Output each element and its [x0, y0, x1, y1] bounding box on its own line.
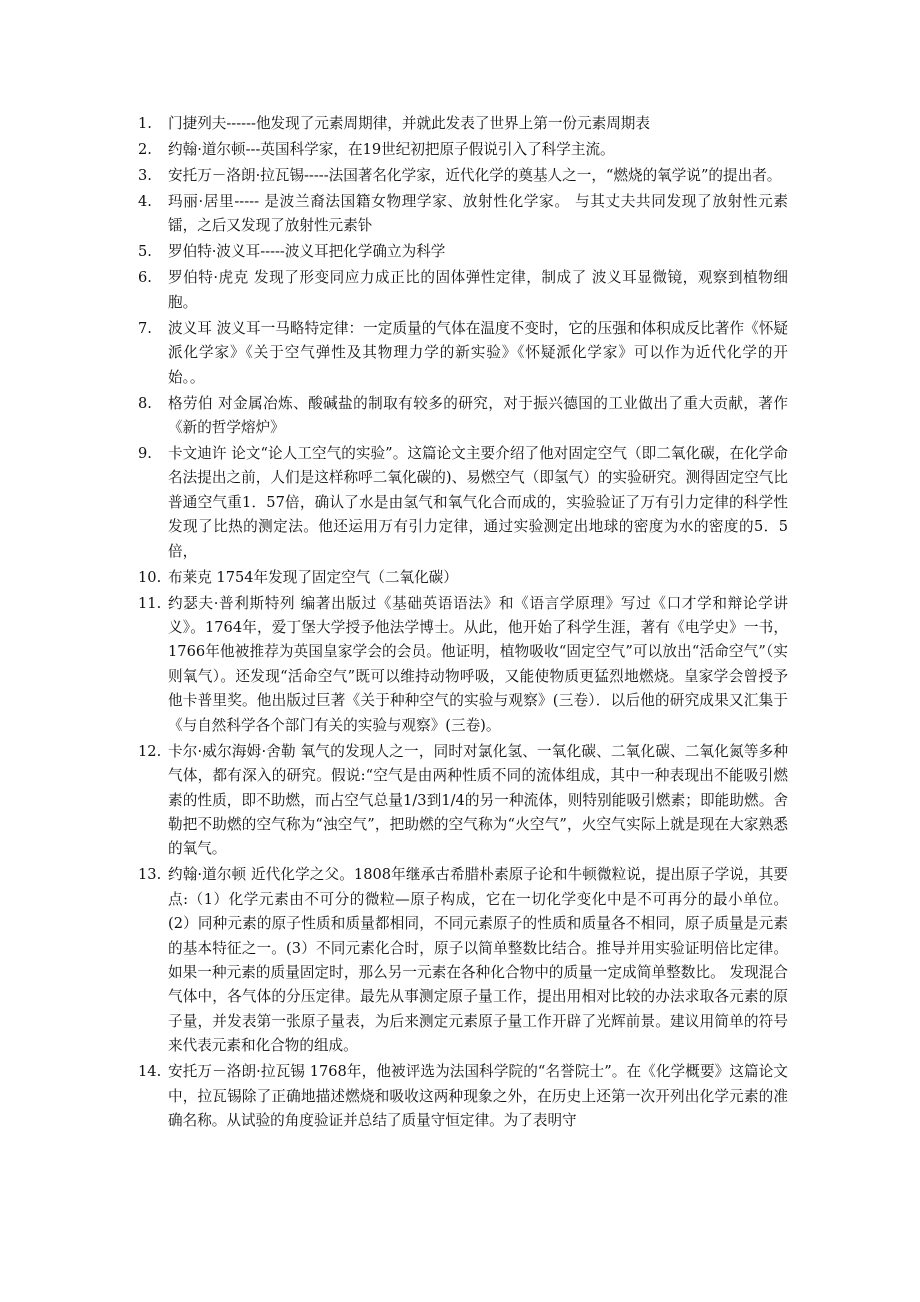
list-item	[138, 317, 788, 390]
item-text: 约瑟夫·普利斯特列 编著出版过《基础英语语法》和《语言学原理》写过《口才学和辩论学讲义》。1764年，爱丁堡大学授予他法学博士。从此，他开始了科学生涯，著有《电学史》一书，1766年他被推荐为英国皇家学会的会员。他证明，植物吸收“固定空气”可以放出“活命空气”（实则氧气）。还发现“活命空气”既可以维持动物呼吸，又能使物质更猛烈地燃烧。皇家学会曾授予他卡普里奖。他出版过巨著《关于种种空气的实验与观察》(三卷）．以后他的研究成果又汇集于《与自然科学各个部门有关的实验与观察》(三卷)。	[168, 594, 788, 734]
list-item	[138, 392, 788, 441]
item-number: 6.	[138, 269, 152, 287]
list-item	[138, 190, 788, 239]
list-item	[138, 740, 788, 862]
list-item	[138, 863, 788, 1058]
list-item	[138, 1060, 788, 1133]
item-text: 格劳伯 对金属冶炼、酸碱盐的制取有较多的研究，对于振兴德国的工业做出了重大贡献，著作《新的哲学熔炉》	[168, 394, 788, 437]
item-number: 7.	[138, 319, 152, 337]
list-item	[138, 138, 788, 162]
item-number: 4.	[138, 193, 152, 210]
item-text: 门捷列夫------他发现了元素周期律，并就此发表了世界上第一份元素周期表	[168, 115, 650, 132]
list-item	[138, 112, 788, 136]
item-number: 3.	[138, 167, 152, 184]
item-number: 2.	[138, 141, 152, 158]
list-item	[138, 164, 788, 188]
item-number: 8.	[138, 394, 152, 412]
item-text: 卡尔·威尔海姆·舍勒 氧气的发现人之一，同时对氯化氢、一氧化碳、二氧化碳、二氧化氮等多种气体，都有深入的研究。假说:“空气是由两种性质不同的流体组成，其中一种表现出不能吸引燃素的性质，即不助燃，而占空气总量1/3到1/4的另一种流体，则特别能吸引燃素；即能助燃。舍勒把不助燃的空气称为“浊空气”，把助燃的空气称为“火空气”，火空气实际上就是现在大家熟悉的氧气。	[168, 742, 788, 858]
list-item	[138, 266, 788, 315]
item-text: 安托万－洛朗·拉瓦锡 1768年，他被评选为法国科学院的“名誉院士”。在《化学概要》这篇论文中，拉瓦锡除了正确地描述燃烧和吸收这两种现象之外，在历史上还第一次开列出化学元素的准确名称。从试验的角度验证并总结了质量守恒定律。为了表明守	[168, 1063, 788, 1129]
item-number: 13.	[138, 866, 162, 884]
item-number: 11.	[138, 594, 162, 612]
item-text: 布莱克 1754年发现了固定空气（二氧化碳）	[168, 568, 458, 586]
item-number: 5.	[138, 243, 152, 261]
list-item	[138, 566, 788, 590]
item-number: 12.	[138, 742, 162, 760]
list-item	[138, 442, 788, 564]
list-item	[138, 240, 788, 264]
item-text: 罗伯特·虎克 发现了形变同应力成正比的固体弹性定律，制成了 波义耳显微镜，观察到植物细胞。	[168, 269, 788, 311]
item-text: 玛丽·居里----- 是波兰裔法国籍女物理学家、放射性化学家。 与其丈夫共同发现了放射性元素镭，之后又发现了放射性元素钋	[168, 193, 788, 235]
item-text: 约翰·道尔顿---英国科学家，在19世纪初把原子假说引入了科学主流。	[168, 141, 615, 158]
item-text: 波义耳 波义耳一马略特定律：一定质量的气体在温度不变时，它的压强和体积成反比著作《怀疑派化学家》《关于空气弹性及其物理力学的新实验》《怀疑派化学家》可以作为近代化学的开始。。	[168, 319, 788, 386]
item-number: 1.	[138, 115, 152, 132]
item-text: 约翰·道尔顿 近代化学之父。1808年继承古希腊朴素原子论和牛顿微粒说，提出原子学说，其要点:（1）化学元素由不可分的微粒—原子构成，它在一切化学变化中是不可再分的最小单位。(2）同种元素的原子性质和质量都相同，不同元素原子的性质和质量各不相同，原子质量是元素的基本特征之一。(3）不同元素化合时，原子以简单整数比结合。推导并用实验证明倍比定律。如果一种元素的质量固定时，那么另一元素在各种化合物中的质量一定成简单整数比。 发现混合气体中，各气体的分压定律。最先从事测定原子量工作，提出用相对比较的办法求取各元素的原子量，并发表第一张原子量表，为后来测定元素原子量工作开辟了光辉前景。建议用简单的符号来代表元素和化合物的组成。	[168, 866, 788, 1055]
item-text: 卡文迪许 论文“论人工空气的实验”。这篇论文主要介绍了他对固定空气（即二氧化碳，在化学命名法提出之前，人们是这样称呼二氧化碳的)、易燃空气（即氢气）的实验研究。测得固定空气比普通空气重1．57倍，确认了水是由氢气和氧气化合而成的，实验验证了万有引力定律的科学性发现了比热的测定法。他还运用万有引力定律，通过实验测定出地球的密度为水的密度的5．5倍，	[168, 445, 788, 560]
item-text: 安托万－洛朗·拉瓦锡-----法国著名化学家，近代化学的奠基人之一，“燃烧的氧学说”的提出者。	[168, 167, 782, 184]
item-number: 9.	[138, 445, 152, 463]
scientist-list	[138, 112, 788, 1135]
item-number: 14.	[138, 1063, 162, 1081]
item-text: 罗伯特·波义耳-----波义耳把化学确立为科学	[168, 243, 446, 261]
item-number: 10.	[138, 568, 162, 586]
list-item	[138, 592, 788, 738]
